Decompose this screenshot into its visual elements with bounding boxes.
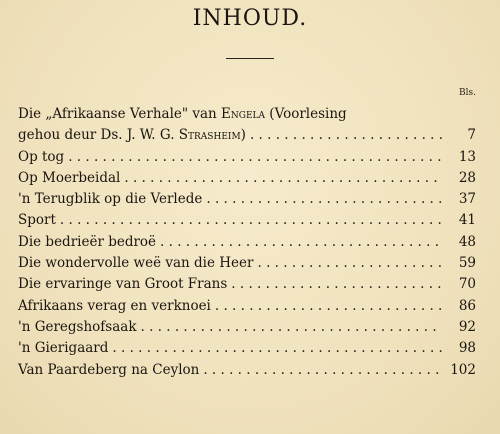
leader-dots [68,147,442,168]
leader-dots [60,210,442,231]
toc-entry-title: Op Moerbeidal [18,169,121,186]
toc-entry [18,274,476,295]
title-divider [226,58,274,59]
toc-entry-title: Die wondervolle weë van die Heer [18,255,254,272]
toc-entry-page: 92 [458,318,476,335]
toc-entry [18,317,476,338]
toc-entry-title: 'n Gierigaard [18,340,109,357]
toc-entry [18,296,476,317]
leader-dots [141,317,442,338]
toc-entry [18,147,476,168]
toc-entry-1-text-d: gehou deur Ds. J. W. G. [18,127,179,144]
leader-dots [258,253,443,274]
toc-entry [18,189,476,210]
toc-entry-1-line-2 [18,125,476,146]
toc-entry [18,232,476,253]
toc-entry-1-text-c: (Voorlesing [265,106,347,122]
toc-entry-1-author: Engela [221,106,266,122]
toc-entry [18,338,476,359]
toc-entry-1-line-2-text [18,125,246,146]
toc-entry-title: 'n Terugblik op die Verlede [18,191,203,208]
toc-entry-title: Afrikaans verag en verknoei [18,297,211,314]
toc-entry-1-page: 7 [467,127,476,144]
toc-entry-title: Van Paardeberg na Ceylon [18,361,200,378]
leader-dots [203,360,442,381]
toc-entry-page: 59 [458,255,476,272]
table-of-contents [18,104,476,381]
toc-entry-page: 102 [450,361,476,378]
toc-entry-page: 98 [458,340,476,357]
toc-entry [18,210,476,231]
toc-entry-title: Sport [18,212,56,229]
toc-entry [18,360,476,381]
leader-dots [160,232,442,253]
toc-entry-page: 70 [458,276,476,293]
page-column-label: Bls. [459,88,476,98]
leader-dots [231,274,442,295]
page-title: INHOUD. [192,6,308,31]
toc-entry-page: 86 [458,297,476,314]
leader-dots [250,125,442,146]
toc-entry-1-speaker: Strasheim [178,127,241,144]
leader-dots [206,189,442,210]
toc-entry-page: 41 [458,212,476,229]
toc-entry-page: 48 [458,233,476,250]
leader-dots [124,168,442,189]
toc-entry [18,168,476,189]
toc-entry-page: 37 [458,191,476,208]
toc-entry-1-text-a: Die „Afrikaanse Verhale" van [18,106,222,122]
toc-entry-title: Die ervaringe van Groot Frans [18,276,228,293]
toc-entry-1-text-f: ) [240,127,246,144]
toc-entry [18,253,476,274]
toc-entry-1-line-1 [18,104,476,125]
toc-entry-page: 13 [458,148,476,165]
toc-entry-title: Die bedrieër bedroë [18,233,157,250]
toc-entry-page: 28 [458,169,476,186]
leader-dots [215,296,442,317]
toc-entry-title: Op tog [18,148,65,165]
toc-entry-title: 'n Geregshofsaak [18,318,137,335]
leader-dots [112,338,442,359]
